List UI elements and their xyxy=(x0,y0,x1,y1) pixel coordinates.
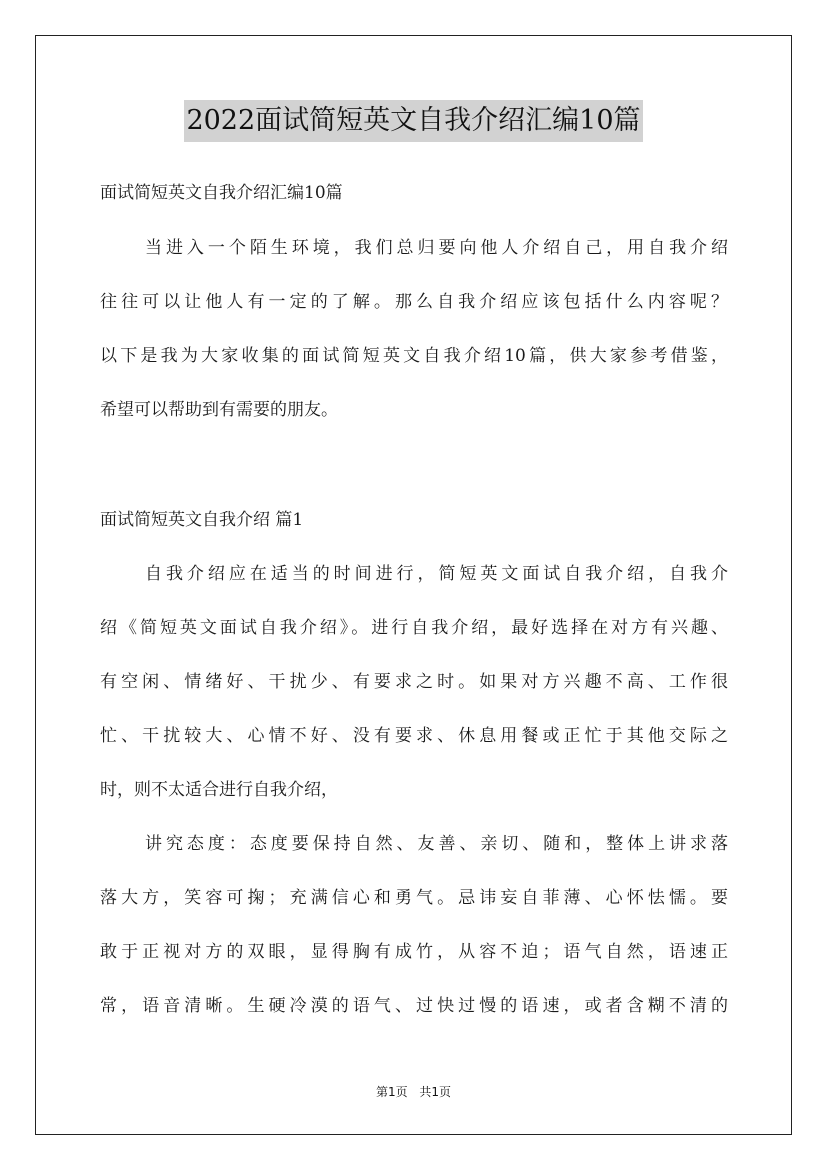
paragraph-line: 时，则不太适合进行自我介绍， xyxy=(100,780,338,800)
document-title: 2022面试简短英文自我介绍汇编10篇 xyxy=(184,100,642,142)
page-footer xyxy=(0,1083,827,1100)
paragraph-line: 绍《简短英文面试自我介绍》。进行自我介绍，最好选择在对方有兴趣、 xyxy=(100,618,728,638)
title-container xyxy=(0,100,827,142)
page-total: 共1页 xyxy=(419,1085,452,1099)
paragraph-line: 自我介绍应在适当的时间进行，简短英文面试自我介绍，自我介 xyxy=(145,564,728,584)
paragraph-line: 敢于正视对方的双眼，显得胸有成竹，从容不迫；语气自然，语速正 xyxy=(100,942,728,962)
intro-line: 希望可以帮助到有需要的朋友。 xyxy=(100,400,338,420)
subtitle: 面试简短英文自我介绍汇编10篇 xyxy=(100,183,343,203)
section-heading: 面试简短英文自我介绍 篇1 xyxy=(100,510,304,530)
intro-line: 往往可以让他人有一定的了解。那么自我介绍应该包括什么内容呢？ xyxy=(100,292,728,312)
paragraph-line: 有空闲、情绪好、干扰少、有要求之时。如果对方兴趣不高、工作很 xyxy=(100,672,728,692)
paragraph-line: 常，语音清晰。生硬冷漠的语气、过快过慢的语速，或者含糊不清的 xyxy=(100,996,728,1016)
page-number: 第1页 xyxy=(375,1085,408,1099)
intro-line: 当进入一个陌生环境，我们总归要向他人介绍自己，用自我介绍 xyxy=(145,238,728,258)
intro-line: 以下是我为大家收集的面试简短英文自我介绍10篇，供大家参考借鉴， xyxy=(100,346,728,366)
paragraph-line: 讲究态度：态度要保持自然、友善、亲切、随和，整体上讲求落 xyxy=(145,834,728,854)
paragraph-line: 落大方，笑容可掬；充满信心和勇气。忌讳妄自菲薄、心怀怯懦。要 xyxy=(100,888,728,908)
paragraph-line: 忙、干扰较大、心情不好、没有要求、休息用餐或正忙于其他交际之 xyxy=(100,726,728,746)
